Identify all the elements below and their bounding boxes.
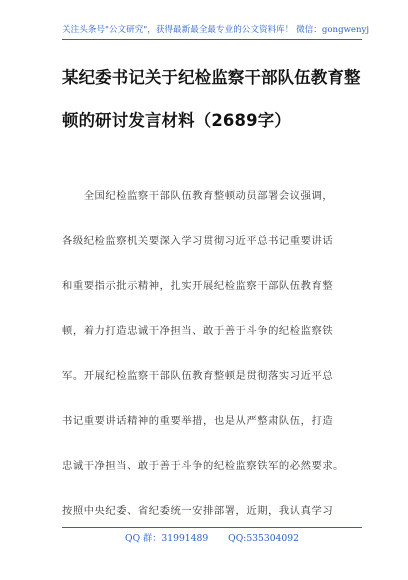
body-line: 各级纪检监察机关要深入学习贯彻习近平总书记重要讲话 [62,235,334,247]
body-line: 全国纪检监察干部队伍教育整顿动员部署会议强调， [62,190,334,202]
header-divider [62,39,362,40]
header-banner: 关注头条号"公文研究"，获得最新最全最专业的公文资料库！ 微信：gongwenyj [62,25,370,35]
body-line: 军。开展纪检监察干部队伍教育整顿是贯彻落实习近平总 [62,370,334,382]
footer-qq: QQ:535304092 [228,533,299,544]
body-line: 忠诚干净担当、敢于善于斗争的纪检监察铁军的必然要求。 [62,460,345,472]
body-line: 和重要指示批示精神，扎实开展纪检监察干部队伍教育整 [62,280,334,292]
body-line: 顿，着力打造忠诚干净担当、敢于善于斗争的纪检监察铁 [62,325,334,337]
document-title-line-2: 顿的研讨发言材料（2689字） [62,111,291,130]
footer-qq-group: QQ 群：31991489 [125,533,209,544]
body-line: 按照中央纪委、省纪委统一安排部署，近期，我认真学习 [62,505,334,517]
footer [62,532,362,546]
body-line: 书记重要讲话精神的重要举措，也是从严整肃队伍，打造 [62,415,334,427]
document-title-line-1: 某纪委书记关于纪检监察干部队伍教育整 [62,68,361,87]
footer-divider [62,527,362,528]
